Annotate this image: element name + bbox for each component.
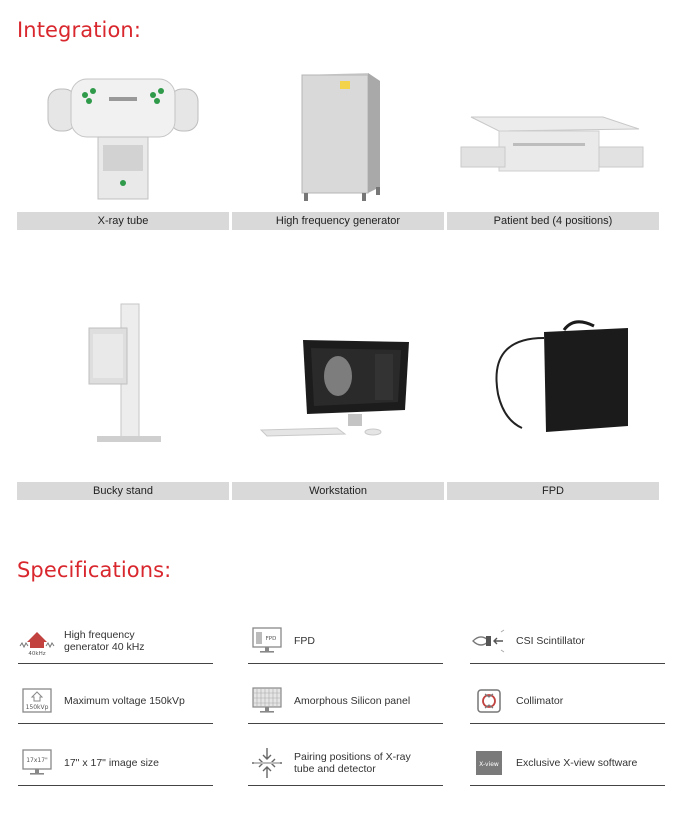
svg-text:X-view: X-view — [479, 760, 499, 768]
specifications-heading: Specifications: — [17, 558, 172, 582]
collimator-icon — [470, 684, 508, 718]
spec-amorphous-silicon — [248, 678, 443, 724]
generator-40khz-icon — [18, 624, 56, 658]
generator-cabinet-image — [232, 62, 444, 212]
spec-label: High frequency generator 40 kHz — [64, 628, 145, 653]
spec-label: Pairing positions of X-ray tube and detector — [294, 750, 411, 775]
fpd-panel-image — [447, 298, 659, 448]
spec-xview-software — [470, 740, 665, 786]
patient-bed-image — [447, 62, 659, 212]
product-caption: X-ray tube — [17, 212, 229, 230]
product-caption: Patient bed (4 positions) — [447, 212, 659, 230]
image-size-icon — [18, 746, 56, 780]
spec-label: Maximum voltage 150kVp — [64, 694, 185, 707]
spec-label: 17" x 17" image size — [64, 756, 160, 769]
fpd-monitor-icon — [248, 624, 286, 658]
spec-label: CSI Scintillator — [516, 634, 585, 647]
bucky-stand-image — [17, 298, 229, 448]
product-caption: Bucky stand — [17, 482, 229, 500]
spec-label: FPD — [294, 634, 315, 647]
svg-text:17x17": 17x17" — [26, 756, 48, 764]
silicon-panel-icon — [248, 684, 286, 718]
integration-heading: Integration: — [17, 18, 141, 42]
spec-collimator — [470, 678, 665, 724]
xview-software-icon — [470, 746, 508, 780]
pairing-icon — [248, 746, 286, 780]
voltage-150kvp-icon — [18, 684, 56, 718]
svg-text:150kVp: 150kVp — [25, 703, 49, 711]
xray-tube-image — [17, 62, 229, 212]
workstation-image — [232, 298, 444, 448]
spec-image-size — [18, 740, 213, 786]
scintillator-icon — [470, 624, 508, 658]
spec-max-voltage — [18, 678, 213, 724]
spec-label: Amorphous Silicon panel — [294, 694, 411, 707]
svg-text:40kHz: 40kHz — [28, 650, 46, 656]
spec-fpd — [248, 618, 443, 664]
spec-pairing-positions — [248, 740, 443, 786]
product-caption: High frequency generator — [232, 212, 444, 230]
spec-label: Exclusive X-view software — [516, 756, 638, 769]
svg-text:FPD: FPD — [265, 635, 277, 642]
product-caption: FPD — [447, 482, 659, 500]
spec-label: Collimator — [516, 694, 564, 707]
spec-generator-40khz — [18, 618, 213, 664]
spec-csi-scintillator — [470, 618, 665, 664]
product-caption: Workstation — [232, 482, 444, 500]
